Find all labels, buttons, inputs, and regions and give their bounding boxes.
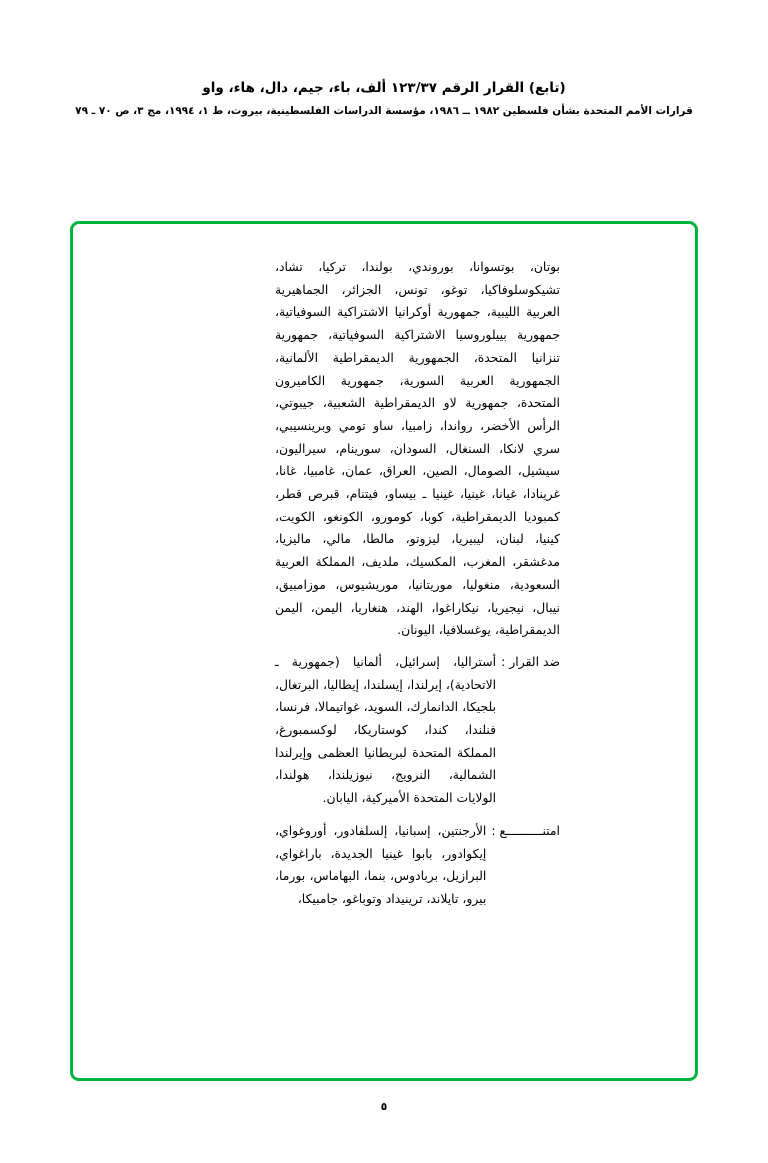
countries-paragraph: بوتان، بوتسوانا، بوروندي، بولندا، تركيا، تشاد، تشيكوسلوفاكيا، توغو، تونس، الجزائر، الجماهيرية العربية الليبية، جمهورية أوكرانيا الاشتراكية السوفياتية، جمهورية بييلوروسيا الاشتراكية السوفياتية، جمهورية تنزانيا المتحدة، الجمهورية الديمقراطية الألمانية، الجمهورية العربية السورية، جمهورية الكاميرون المتحدة، جمهورية لاو الديمقراطية الشعبية، جيبوتي، الرأس الأخضر، رواندا، زامبيا، ساو تومي وبرينسيبي، سري لانكا، السنغال، السودان، سورينام، سيراليون، سيشيل، الصومال، الصين، العراق، عمان، غامبيا، غانا، غرينادا، غيانا، غينيا، غينيا ـ بيساو، فيتنام، قبرص قطر، كمبوديا الديمقراطية، كوبا، كومورو، الكونغو، الكويت، كينيا، لبنان، ليبيريا، ليزوتو، مالطا، مالي، ماليزيا، مدغشقر، المغرب، المكسيك، ملديف، المملكة العربية السعودية، منغوليا، موريتانيا، موريشيوس، موزامبيق، نيبال، نيجيريا، نيكاراغوا، الهند، هنغاريا، اليمن، اليمن الديمقراطية، يوغسلافيا، اليونان. <box>275 259 560 638</box>
document-page <box>0 78 768 1163</box>
against-block <box>275 651 560 810</box>
document-header <box>0 78 768 117</box>
page-number: ٥ <box>380 1100 388 1113</box>
content-frame <box>70 221 698 1081</box>
abstained-text: الأرجنتين، إسبانيا، إلسلفادور، أوروغواي، إيكوادور، بابوا غينيا الجديدة، باراغواي، البرازيل، بربادوس، بنما، البهاماس، بورما، بيرو، تايلاند، ترينيداد وتوباغو، جامبيكا، <box>275 822 487 906</box>
source-citation: قرارات الأمم المتحدة بشأن فلسطين ١٩٨٢ ــ ١٩٨٦، مؤسسة الدراسات الفلسطينية، بيروت، ط ١، ١٩٩٤، مج ٣، ص ٧٠ ـ ٧٩ <box>75 105 693 118</box>
document-body <box>275 256 560 911</box>
against-colon: : <box>501 653 506 669</box>
abstained-label: امتنــــــــــع <box>499 822 560 838</box>
against-label: ضد القرار <box>509 653 560 669</box>
abstained-block <box>275 820 560 911</box>
against-text: أستراليا، إسرائيل، ألمانيا (جمهورية ـ الاتحادية)، إيرلندا، إيسلندا، إيطاليا، البرتغال، بلجيكا، الدانمارك، السويد، غواتيمالا، فرنسا، فنلندا، كندا، كوستاريكا، لوكسمبورغ، المملكة المتحدة لبريطانيا العظمى وإيرلندا الشمالية، النرويج، نيوزيلندا، هولندا، الولايات المتحدة الأميركية، اليابان. <box>275 653 497 806</box>
page-title: (تابع) القرار الرقم ١٢٣/٣٧ ألف، باء، جيم، دال، هاء، واو <box>202 80 566 96</box>
abstained-colon: : <box>491 822 496 838</box>
